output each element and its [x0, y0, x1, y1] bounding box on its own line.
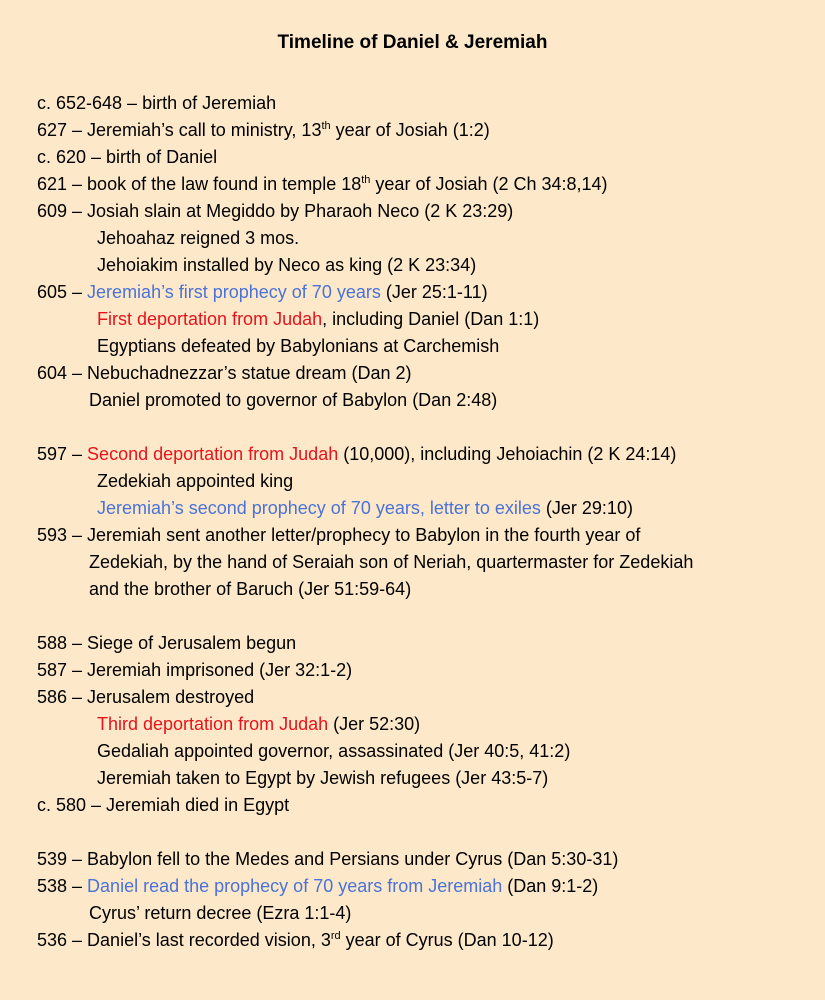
- timeline-subentry-zedekiah: Zedekiah appointed king: [97, 471, 294, 491]
- timeline-entry-josiah-slain: 609 – Josiah slain at Megiddo by Pharaoh Neco (2 K 23:29): [37, 201, 514, 221]
- timeline-entry-siege: 588 – Siege of Jerusalem begun: [37, 633, 297, 653]
- page-title: Timeline of Daniel & Jeremiah: [277, 32, 548, 53]
- blue-highlight: Daniel read the prophecy of 70 years from Jeremiah: [87, 876, 503, 896]
- timeline-entry-letter-to-babylon: 593 – Jeremiah sent another letter/prophecy to Babylon in the fourth year of: [37, 525, 641, 545]
- blue-highlight: Jeremiah’s first prophecy of 70 years: [87, 282, 381, 302]
- red-highlight: Third deportation from Judah: [97, 714, 329, 734]
- timeline-subentry-second-prophecy: Jeremiah’s second prophecy of 70 years, letter to exiles (Jer 29:10): [97, 498, 633, 518]
- timeline-entry-daniel-birth: c. 620 – birth of Daniel: [37, 147, 218, 167]
- timeline-entry-jeremiah-imprisoned: 587 – Jeremiah imprisoned (Jer 32:1-2): [37, 660, 353, 680]
- timeline-entry-letter-to-babylon-cont: and the brother of Baruch (Jer 51:59-64): [89, 579, 412, 599]
- timeline-entry-jerusalem-destroyed: 586 – Jerusalem destroyed: [37, 687, 255, 707]
- timeline-subentry-first-deportation: First deportation from Judah, including Daniel (Dan 1:1): [97, 309, 540, 329]
- section-gap: [37, 819, 817, 846]
- timeline-entry-jeremiah-died: c. 580 – Jeremiah died in Egypt: [37, 795, 290, 815]
- red-highlight: Second deportation from Judah: [87, 444, 339, 464]
- section-gap: [37, 603, 817, 630]
- timeline-entry-jeremiah-call: 627 – Jeremiah’s call to ministry, 13th year of Josiah (1:2): [37, 120, 490, 140]
- timeline-entry-last-vision: 536 – Daniel’s last recorded vision, 3rd year of Cyrus (Dan 10-12): [37, 930, 554, 950]
- timeline-entry-statue-dream: 604 – Nebuchadnezzar’s statue dream (Dan 2): [37, 363, 412, 383]
- timeline-subentry-cyrus-decree: Cyrus’ return decree (Ezra 1:1-4): [89, 903, 352, 923]
- section-gap: [37, 414, 817, 441]
- timeline-entry-second-deportation: 597 – Second deportation from Judah (10,000), including Jehoiachin (2 K 24:14): [37, 444, 677, 464]
- timeline-entry-first-prophecy: 605 – Jeremiah’s first prophecy of 70 years (Jer 25:1-11): [37, 282, 488, 302]
- timeline-subentry-gedaliah: Gedaliah appointed governor, assassinated (Jer 40:5, 41:2): [97, 741, 571, 761]
- blue-highlight: Jeremiah’s second prophecy of 70 years, letter to exiles: [97, 498, 541, 518]
- timeline-subentry-jehoahaz: Jehoahaz reigned 3 mos.: [97, 228, 300, 248]
- red-highlight: First deportation from Judah: [97, 309, 323, 329]
- timeline-entry-book-of-law: 621 – book of the law found in temple 18th year of Josiah (2 Ch 34:8,14): [37, 174, 608, 194]
- timeline-subentry-egypt: Jeremiah taken to Egypt by Jewish refugees (Jer 43:5-7): [97, 768, 549, 788]
- timeline-list: [37, 90, 817, 954]
- timeline-entry-jeremiah-birth: c. 652-648 – birth of Jeremiah: [37, 93, 277, 113]
- timeline-entry-babylon-fell: 539 – Babylon fell to the Medes and Persians under Cyrus (Dan 5:30-31): [37, 849, 619, 869]
- timeline-subentry-daniel-promoted: Daniel promoted to governor of Babylon (Dan 2:48): [89, 390, 498, 410]
- timeline-subentry-third-deportation: Third deportation from Judah (Jer 52:30): [97, 714, 421, 734]
- timeline-subentry-jehoiakim: Jehoiakim installed by Neco as king (2 K 23:34): [97, 255, 477, 275]
- timeline-entry-daniel-read: 538 – Daniel read the prophecy of 70 years from Jeremiah (Dan 9:1-2): [37, 876, 599, 896]
- timeline-subentry-carchemish: Egyptians defeated by Babylonians at Carchemish: [97, 336, 500, 356]
- timeline-entry-letter-to-babylon-cont: Zedekiah, by the hand of Seraiah son of Neriah, quartermaster for Zedekiah: [89, 552, 694, 572]
